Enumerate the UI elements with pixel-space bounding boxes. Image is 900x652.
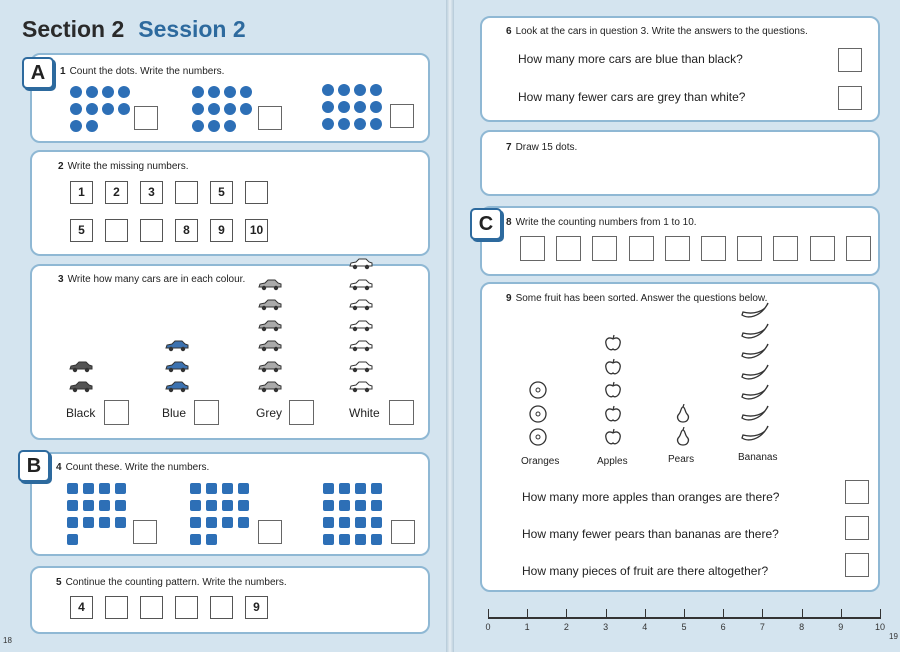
dot — [102, 103, 114, 115]
square — [339, 483, 350, 494]
answer-box[interactable] — [104, 400, 129, 425]
badge-a: A — [22, 57, 54, 89]
number-box[interactable]: 1 — [70, 181, 93, 204]
q9-question-1: How many more apples than oranges are there? — [522, 490, 780, 504]
dot — [70, 86, 82, 98]
answer-box[interactable] — [845, 480, 869, 504]
label-blue: Blue — [162, 406, 187, 420]
q9-question-2: How many fewer pears than bananas are there? — [522, 527, 779, 541]
dot — [102, 86, 114, 98]
dot — [224, 103, 236, 115]
white-car-icon — [348, 339, 374, 351]
number-box[interactable]: 10 — [245, 219, 268, 242]
answer-box[interactable] — [592, 236, 617, 261]
blue-car-icon — [164, 339, 190, 351]
banana-icon — [740, 404, 770, 424]
question-7-box — [480, 130, 880, 196]
square — [371, 534, 382, 545]
dot — [70, 103, 82, 115]
answer-box[interactable] — [391, 520, 415, 544]
number-line-label: 8 — [799, 622, 805, 632]
white-car-icon — [348, 257, 374, 269]
square — [323, 483, 334, 494]
dot — [192, 120, 204, 132]
white-car-icon — [348, 298, 374, 310]
square — [339, 517, 350, 528]
answer-box[interactable] — [665, 236, 690, 261]
answer-box[interactable] — [389, 400, 414, 425]
question-1-text: 1 Count the dots. Write the numbers. — [60, 66, 225, 77]
banana-icon — [740, 383, 770, 403]
square — [99, 483, 110, 494]
apple-icon — [603, 333, 623, 353]
number-box[interactable]: 4 — [70, 596, 93, 619]
blue-car-icon — [164, 360, 190, 372]
dot — [208, 120, 220, 132]
apple-icon — [603, 357, 623, 377]
apple-icon — [603, 380, 623, 400]
number-box[interactable]: 8 — [175, 219, 198, 242]
badge-c: C — [470, 208, 502, 240]
square — [371, 483, 382, 494]
number-box[interactable] — [140, 596, 163, 619]
dot — [338, 101, 350, 113]
dot — [86, 86, 98, 98]
grey-car-icon — [257, 339, 283, 351]
answer-box[interactable] — [133, 520, 157, 544]
q6-question-1: How many more cars are blue than black? — [518, 52, 743, 66]
banana-icon — [740, 363, 770, 383]
question-5-text: 5 Continue the counting pattern. Write the numbers. — [56, 577, 287, 588]
square — [339, 500, 350, 511]
square — [238, 517, 249, 528]
square — [67, 483, 78, 494]
square — [355, 500, 366, 511]
dot — [354, 101, 366, 113]
label-pears: Pears — [668, 454, 695, 465]
number-line-label: 4 — [642, 622, 648, 632]
square — [206, 500, 217, 511]
number-box[interactable] — [140, 219, 163, 242]
dot — [354, 118, 366, 130]
orange-icon — [528, 404, 548, 424]
dot — [224, 120, 236, 132]
page-header — [22, 16, 246, 43]
apple-icon — [603, 427, 623, 447]
q9-question-3: How many pieces of fruit are there altogether? — [522, 564, 769, 578]
page-number-right: 19 — [889, 632, 898, 641]
square — [355, 517, 366, 528]
answer-box[interactable] — [845, 553, 869, 577]
answer-box[interactable] — [520, 236, 545, 261]
square — [206, 483, 217, 494]
number-box[interactable]: 5 — [210, 181, 233, 204]
answer-box[interactable] — [810, 236, 835, 261]
dot — [370, 101, 382, 113]
dot — [118, 103, 130, 115]
square — [222, 517, 233, 528]
square — [206, 534, 217, 545]
dot — [354, 84, 366, 96]
number-line-label: 3 — [603, 622, 609, 632]
question-4-text: 4 Count these. Write the numbers. — [56, 462, 210, 473]
dot — [208, 103, 220, 115]
number-line-label: 5 — [681, 622, 687, 632]
book-spine — [446, 0, 454, 652]
square — [238, 500, 249, 511]
answer-box[interactable] — [846, 236, 871, 261]
question-3-text: 3 Write how many cars are in each colour. — [58, 274, 246, 285]
pear-icon — [673, 404, 693, 424]
number-line-label: 9 — [838, 622, 844, 632]
square — [222, 500, 233, 511]
answer-box[interactable] — [737, 236, 762, 261]
dot — [208, 86, 220, 98]
white-car-icon — [348, 319, 374, 331]
square — [323, 500, 334, 511]
dot — [322, 101, 334, 113]
square — [99, 517, 110, 528]
white-car-icon — [348, 380, 374, 392]
black-car-icon — [68, 360, 94, 372]
answer-box[interactable] — [701, 236, 726, 261]
number-line-label: 0 — [485, 622, 491, 632]
banana-icon — [740, 322, 770, 342]
number-line-tick — [684, 609, 685, 617]
number-line-tick — [488, 609, 489, 617]
number-box[interactable] — [245, 181, 268, 204]
question-2-text: 2 Write the missing numbers. — [58, 161, 189, 172]
number-box[interactable] — [175, 596, 198, 619]
question-6-text: 6 Look at the cars in question 3. Write the answers to the questions. — [506, 26, 808, 37]
square — [355, 534, 366, 545]
number-line-tick — [606, 609, 607, 617]
banana-icon — [740, 342, 770, 362]
answer-box[interactable] — [845, 516, 869, 540]
answer-box[interactable] — [629, 236, 654, 261]
apple-icon — [603, 404, 623, 424]
dot — [86, 120, 98, 132]
number-line-tick — [802, 609, 803, 617]
square — [115, 517, 126, 528]
label-black: Black — [66, 406, 96, 420]
dot — [240, 103, 252, 115]
number-line-tick — [723, 609, 724, 617]
dot — [86, 103, 98, 115]
square — [339, 534, 350, 545]
square — [67, 500, 78, 511]
number-line-tick — [841, 609, 842, 617]
number-box[interactable] — [210, 596, 233, 619]
square — [371, 500, 382, 511]
black-car-icon — [68, 380, 94, 392]
square — [190, 534, 201, 545]
number-line-label: 10 — [874, 622, 885, 632]
square — [323, 534, 334, 545]
number-box[interactable]: 3 — [140, 181, 163, 204]
square — [323, 517, 334, 528]
orange-icon — [528, 427, 548, 447]
square — [190, 483, 201, 494]
number-box[interactable] — [105, 219, 128, 242]
square — [83, 500, 94, 511]
grey-car-icon — [257, 278, 283, 290]
grey-car-icon — [257, 298, 283, 310]
label-oranges: Oranges — [521, 456, 560, 467]
answer-box[interactable] — [134, 106, 158, 130]
answer-box[interactable] — [289, 400, 314, 425]
number-line-tick — [566, 609, 567, 617]
answer-box[interactable] — [258, 106, 282, 130]
question-9-text: 9 Some fruit has been sorted. Answer the questions below. — [506, 293, 768, 304]
dot — [322, 118, 334, 130]
grey-car-icon — [257, 380, 283, 392]
number-box[interactable]: 9 — [245, 596, 268, 619]
dot — [322, 84, 334, 96]
square — [371, 517, 382, 528]
dot — [224, 86, 236, 98]
number-line-tick — [645, 609, 646, 617]
badge-b: B — [18, 450, 50, 482]
blue-car-icon — [164, 380, 190, 392]
square — [190, 517, 201, 528]
q6-question-2: How many fewer cars are grey than white? — [518, 90, 746, 104]
number-line-label: 6 — [720, 622, 726, 632]
number-box[interactable] — [105, 596, 128, 619]
square — [83, 483, 94, 494]
pear-icon — [673, 427, 693, 447]
number-box[interactable] — [175, 181, 198, 204]
dot — [338, 84, 350, 96]
number-line-tick — [880, 609, 881, 617]
label-grey: Grey — [256, 406, 283, 420]
question-8-text: 8 Write the counting numbers from 1 to 10. — [506, 217, 697, 228]
number-box[interactable]: 9 — [210, 219, 233, 242]
grey-car-icon — [257, 360, 283, 372]
section-title: Section 2 — [22, 16, 125, 42]
square — [222, 483, 233, 494]
dot — [370, 84, 382, 96]
question-7-text: 7 Draw 15 dots. — [506, 142, 578, 153]
grey-car-icon — [257, 319, 283, 331]
number-line-axis — [488, 617, 881, 619]
dot — [192, 103, 204, 115]
square — [99, 500, 110, 511]
answer-box[interactable] — [194, 400, 219, 425]
answer-box[interactable] — [556, 236, 581, 261]
square — [115, 500, 126, 511]
answer-box[interactable] — [390, 104, 414, 128]
dot — [370, 118, 382, 130]
square — [355, 483, 366, 494]
dot — [240, 86, 252, 98]
square — [67, 534, 78, 545]
answer-box[interactable] — [258, 520, 282, 544]
number-line-label: 7 — [759, 622, 765, 632]
session-title: Session 2 — [138, 16, 246, 42]
answer-box[interactable] — [773, 236, 798, 261]
dot — [338, 118, 350, 130]
number-line-label: 1 — [524, 622, 530, 632]
dot — [118, 86, 130, 98]
square — [238, 483, 249, 494]
banana-icon — [740, 301, 770, 321]
square — [67, 517, 78, 528]
white-car-icon — [348, 360, 374, 372]
number-line-tick — [762, 609, 763, 617]
square — [83, 517, 94, 528]
number-line-tick — [527, 609, 528, 617]
banana-icon — [740, 424, 770, 444]
square — [115, 483, 126, 494]
square — [190, 500, 201, 511]
number-box[interactable]: 2 — [105, 181, 128, 204]
dot — [192, 86, 204, 98]
page-number-left: 18 — [3, 636, 12, 645]
white-car-icon — [348, 278, 374, 290]
orange-icon — [528, 380, 548, 400]
answer-box[interactable] — [838, 48, 862, 72]
answer-box[interactable] — [838, 86, 862, 110]
label-white: White — [349, 406, 380, 420]
dot — [70, 120, 82, 132]
number-box[interactable]: 5 — [70, 219, 93, 242]
label-apples: Apples — [597, 456, 628, 467]
square — [206, 517, 217, 528]
number-line-label: 2 — [563, 622, 569, 632]
label-bananas: Bananas — [738, 452, 778, 463]
